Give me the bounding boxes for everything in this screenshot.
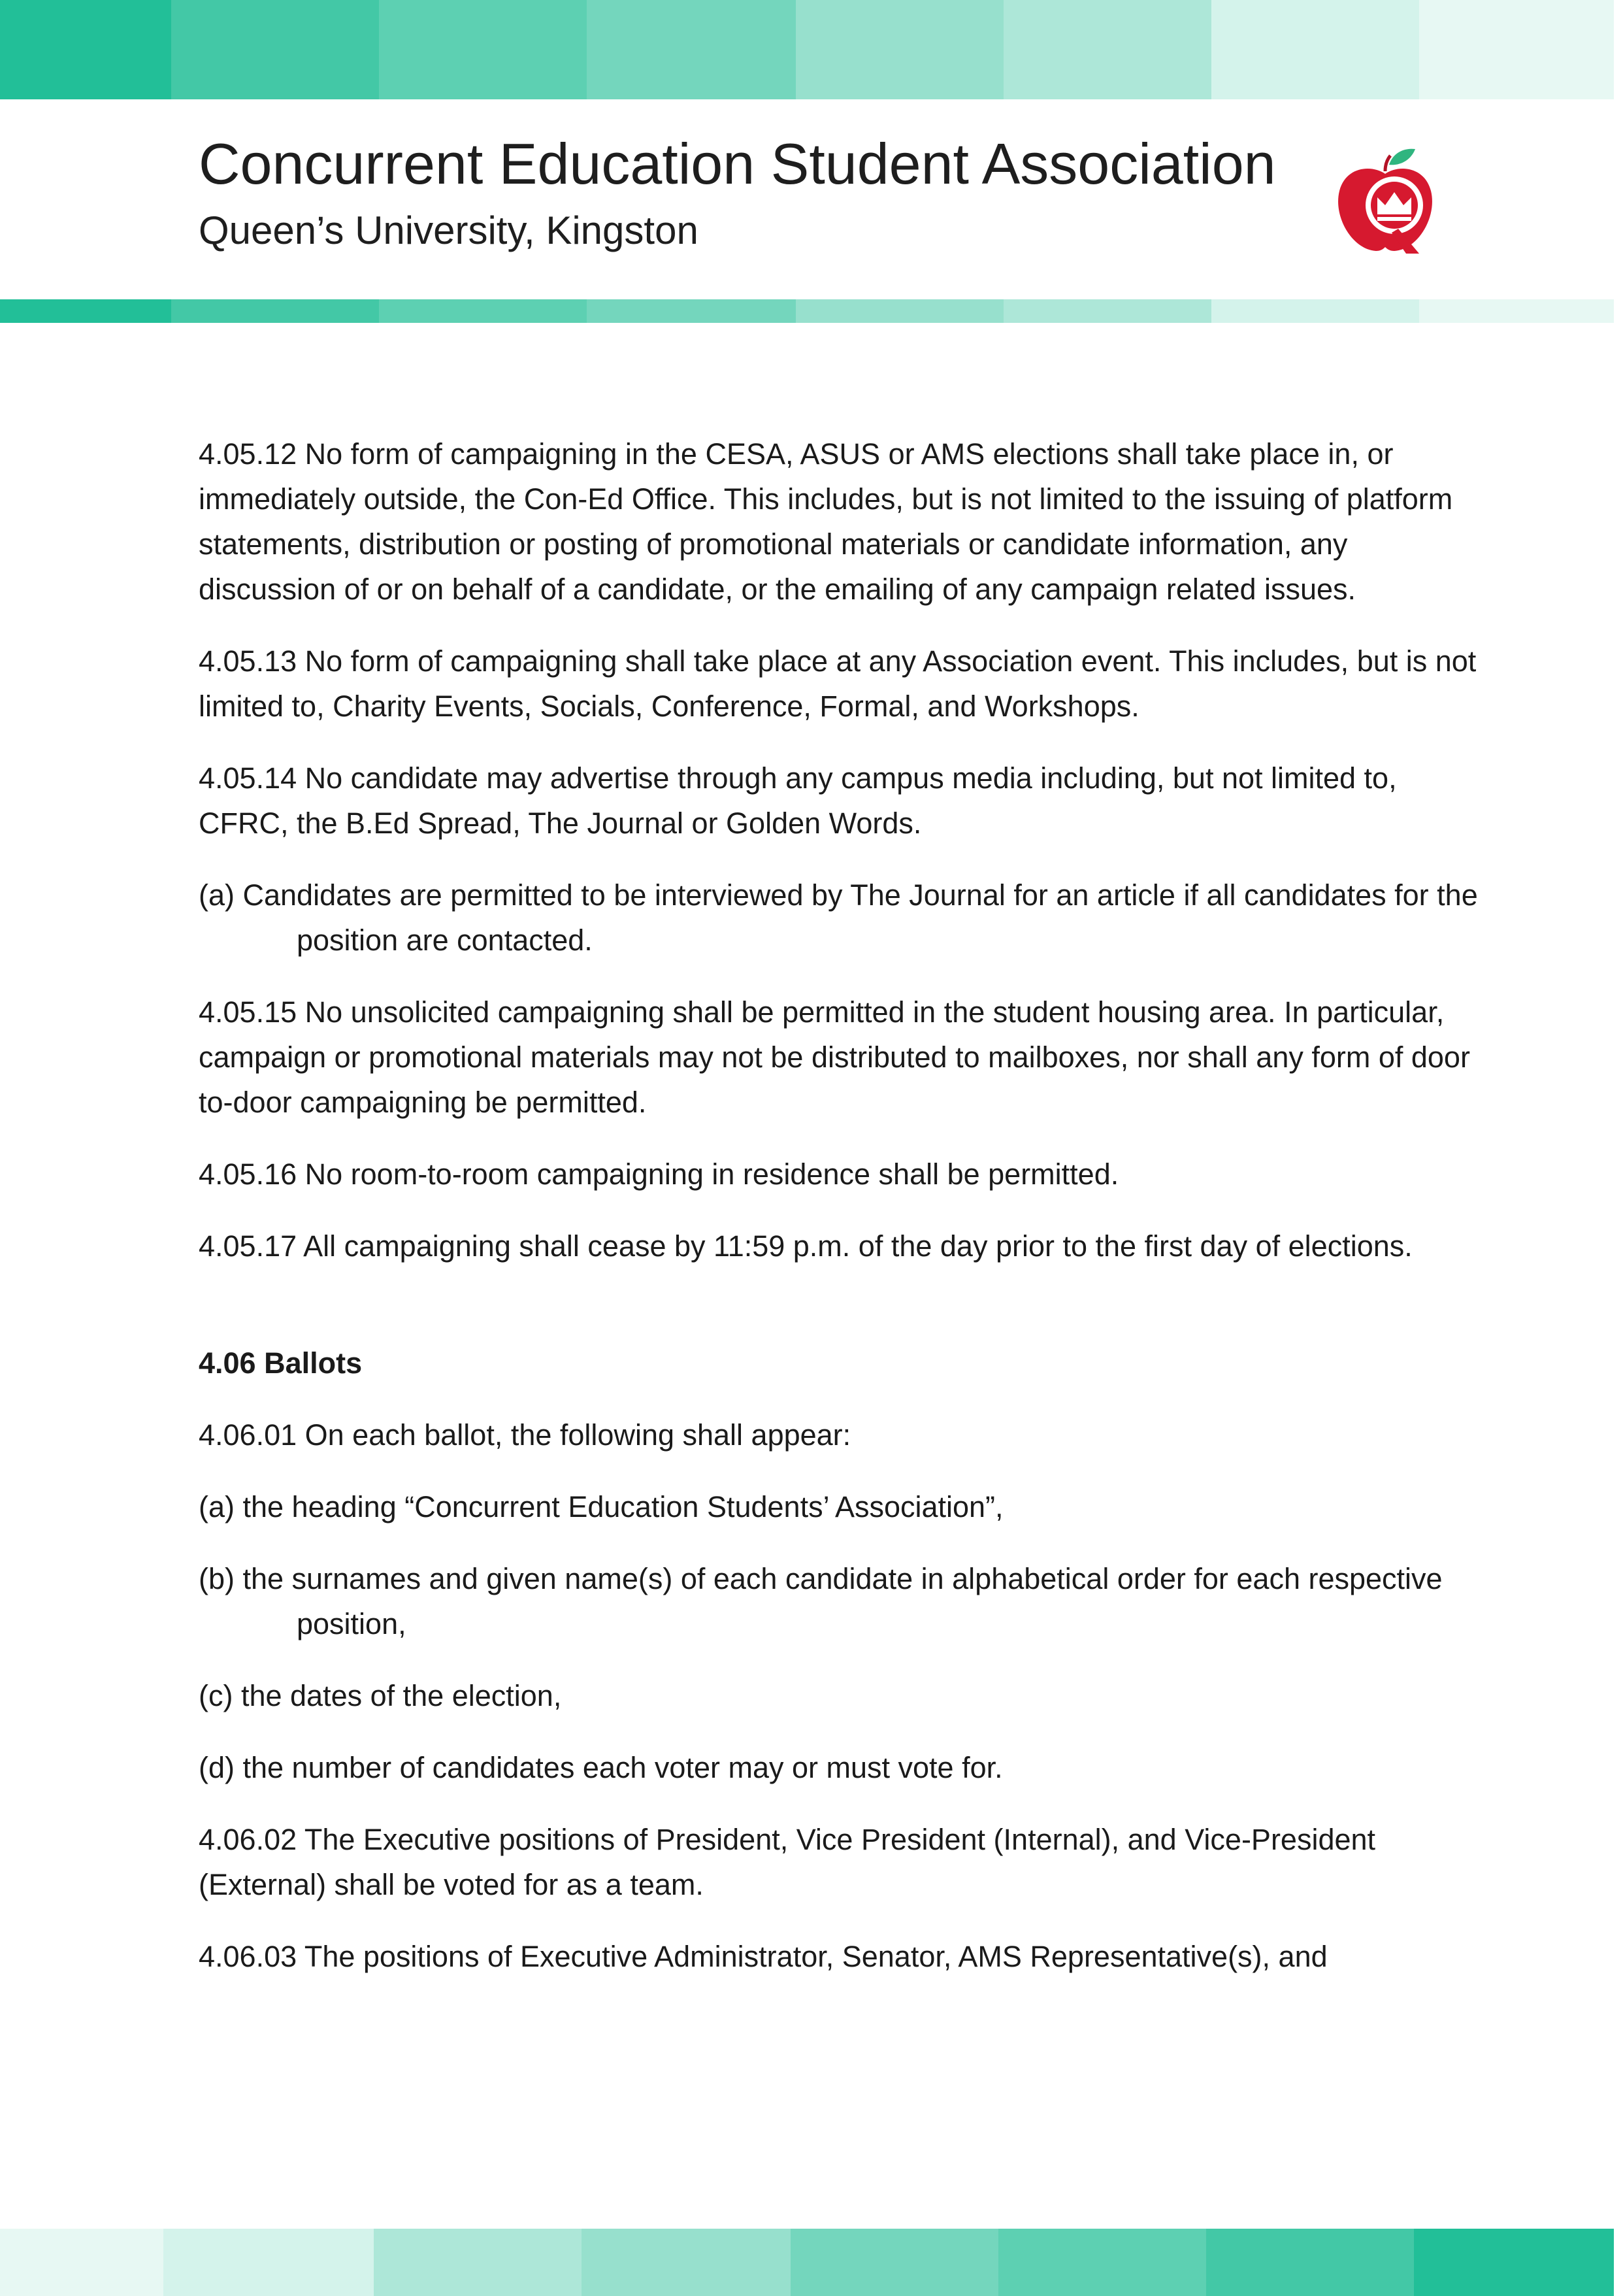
band-segment [587, 0, 796, 99]
clause-4-05-15: 4.05.15 No unsolicited campaigning shall be permitted in the student housing area. In particular, campaign or promotional materials may not be distributed to mailboxes, nor shall any form of door to-door campaigning be permitted. [199, 995, 1470, 1119]
clause-4-05-14: 4.05.14 No candidate may advertise through any campus media including, but not limited to, CFRC, the B.Ed Spread, The Journal or Golden Words. [199, 761, 1397, 840]
clause-4-06-01-a: (a) the heading “Concurrent Education Students’ Association”, [199, 1490, 1004, 1523]
band-segment [1206, 2229, 1414, 2296]
band-segment [171, 0, 379, 99]
clause-4-05-17: 4.05.17 All campaigning shall cease by 11:59 p.m. of the day prior to the first day of elections. [199, 1229, 1413, 1263]
document-body [199, 431, 1479, 2006]
band-segment [587, 299, 796, 323]
band-segment [1419, 0, 1614, 99]
band-segment [796, 299, 1004, 323]
band-segment [791, 2229, 998, 2296]
band-segment [998, 2229, 1206, 2296]
apple-crown-logo-icon [1333, 145, 1437, 256]
clause-4-06-02: 4.06.02 The Executive positions of President, Vice President (Internal), and Vice-President (External) shall be voted for as a team. [199, 1823, 1376, 1901]
band-segment [0, 299, 171, 323]
band-segment [1004, 299, 1211, 323]
band-segment [379, 299, 587, 323]
clause-4-06-01: 4.06.01 On each ballot, the following shall appear: [199, 1418, 851, 1452]
header-divider-band [0, 299, 1614, 323]
logo-leaf [1389, 149, 1415, 165]
clause-4-06-03: 4.06.03 The positions of Executive Administrator, Senator, AMS Representative(s), and [199, 1940, 1328, 1973]
clause-4-05-16: 4.05.16 No room-to-room campaigning in residence shall be permitted. [199, 1157, 1119, 1191]
header-title: Concurrent Education Student Association [199, 131, 1276, 196]
band-segment [0, 0, 171, 99]
section-spacer [199, 1295, 1479, 1340]
band-segment [796, 0, 1004, 99]
band-segment [1414, 2229, 1614, 2296]
section-heading-4-06: 4.06 Ballots [199, 1346, 363, 1380]
band-segment [1004, 0, 1211, 99]
header-subtitle: Queen’s University, Kingston [199, 208, 698, 252]
band-segment [171, 299, 379, 323]
band-segment [374, 2229, 582, 2296]
band-segment [1419, 299, 1614, 323]
clause-4-06-01-b: (b) the surnames and given name(s) of each candidate in alphabetical order for each respective position, [199, 1562, 1443, 1640]
band-segment [379, 0, 587, 99]
clause-4-05-14-a: (a) Candidates are permitted to be interviewed by The Journal for an article if all candidates for the position are contacted. [199, 878, 1478, 957]
band-segment [1211, 299, 1419, 323]
clause-4-06-01-d: (d) the number of candidates each voter may or must vote for. [199, 1751, 1003, 1784]
band-segment [582, 2229, 791, 2296]
clause-4-06-01-c: (c) the dates of the election, [199, 1679, 562, 1712]
clause-4-05-12: 4.05.12 No form of campaigning in the CESA, ASUS or AMS elections shall take place in, or immediately outside, the Con-Ed Office. This includes, but is not limited to the issuing of platform statements, distribution or posting of promotional materials or candidate information, any discussion of or on behalf of a candidate, or the emailing of any campaign related issues. [199, 437, 1453, 606]
band-segment [163, 2229, 374, 2296]
top-color-band [0, 0, 1614, 99]
bottom-color-band [0, 2229, 1614, 2296]
band-segment [0, 2229, 163, 2296]
band-segment [1211, 0, 1419, 99]
clause-4-05-13: 4.05.13 No form of campaigning shall take place at any Association event. This includes, but is not limited to, Charity Events, Socials, Conference, Formal, and Workshops. [199, 644, 1477, 723]
